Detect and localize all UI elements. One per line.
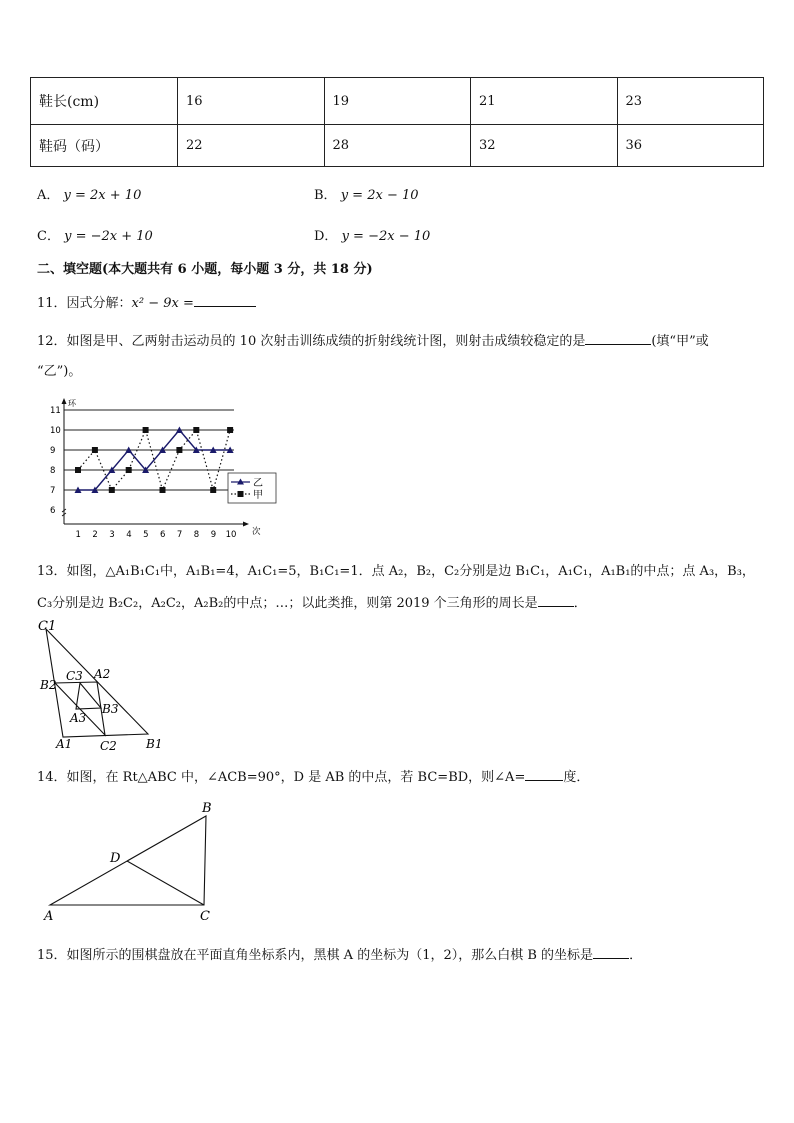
question-11: [37, 292, 256, 311]
y-tick-label: 6: [50, 506, 56, 516]
table-cell: 32: [471, 125, 618, 167]
right-triangle-figure: [38, 796, 228, 926]
triangle-abc: [50, 816, 206, 905]
label-c2: C2: [100, 739, 117, 753]
answer-blank: [194, 294, 256, 307]
x-tick-label: 8: [193, 530, 200, 540]
y-tick-label: 8: [50, 466, 56, 476]
y-tick-label: 11: [50, 406, 61, 416]
y-tick-label: 9: [50, 446, 56, 456]
q15-tail: ．: [629, 948, 643, 963]
table-cell: 22: [178, 125, 325, 167]
q11-text: 11．因式分解：: [37, 296, 132, 311]
label-c1: C1: [38, 619, 57, 634]
x-tick-label: 7: [176, 530, 183, 540]
table-row: [31, 78, 764, 125]
option-c: [37, 225, 153, 244]
series-line-yi: [78, 430, 230, 490]
answer-blank: [585, 332, 651, 345]
table-row-header: 鞋码（码）: [31, 125, 178, 167]
option-c-expr: y = −2x + 10: [64, 229, 153, 244]
table-cell: 36: [617, 125, 764, 167]
x-axis-label: 次: [252, 527, 261, 537]
x-tick-label: 9: [210, 530, 217, 540]
data-point-jia: [92, 447, 98, 453]
x-tick-label: 10: [225, 530, 237, 540]
data-point-jia: [176, 447, 182, 453]
section-title: 二、填空题(本大题共有 6 小题，每小题 3 分，共 18 分): [37, 262, 373, 277]
legend-label-jia: 甲: [253, 490, 263, 501]
q12-line2: “乙”)。: [37, 364, 82, 379]
q12-line1-tail: (填“甲”或: [651, 334, 709, 349]
option-b: [314, 184, 419, 203]
chart-series: [75, 427, 234, 494]
option-b-prefix: B．: [314, 188, 337, 203]
data-point-jia: [75, 467, 81, 473]
x-tick-label: 5: [143, 530, 149, 540]
option-d: [314, 225, 430, 244]
option-a: [37, 184, 141, 203]
q13-line2: C₃分别是边 B₂C₂，A₂C₂，A₂B₂的中点；…；以此类推，则第 2019 个三角形的周长是: [37, 596, 538, 611]
y-tick-label: 10: [50, 426, 61, 436]
legend-square-icon: [238, 491, 244, 497]
x-tick-label: 6: [160, 530, 166, 540]
label-b: B: [202, 801, 212, 816]
chart-labels: [50, 399, 261, 540]
label-b1: B1: [146, 737, 163, 751]
shoe-size-table: [30, 77, 764, 167]
data-point-jia: [193, 427, 199, 433]
data-point-jia: [227, 427, 233, 433]
data-point-jia: [210, 487, 216, 493]
option-b-expr: y = 2x − 10: [340, 188, 419, 203]
label-b3: B3: [102, 702, 119, 716]
table-cell: 23: [617, 78, 764, 125]
label-c3: C3: [66, 669, 83, 683]
y-tick-label: 7: [50, 486, 56, 496]
q12-line1: 12．如图是甲、乙两射击运动员的 10 次射击训练成绩的折射线统计图，则射击成绩较稳定的是: [37, 334, 586, 349]
label-a: A: [44, 909, 54, 924]
label-a1: A1: [56, 737, 73, 751]
question-13: [37, 592, 587, 611]
q14-tail: 度．: [563, 770, 590, 785]
table-row: [31, 125, 764, 167]
y-axis-arrow-icon: [62, 398, 67, 404]
option-d-prefix: D．: [314, 229, 338, 244]
table-cell: 21: [471, 78, 618, 125]
x-tick-label: 2: [92, 530, 98, 540]
segment-dc: [127, 861, 204, 905]
data-point-jia: [160, 487, 166, 493]
q13-line2-tail: ．: [573, 596, 587, 611]
option-a-prefix: A．: [37, 188, 60, 203]
x-tick-label: 3: [109, 530, 115, 540]
q14-text: 14．如图，在 Rt△ABC 中，∠ACB=90°，D 是 AB 的中点，若 BC=BD，则∠A=: [37, 770, 526, 785]
data-point-jia: [143, 427, 149, 433]
option-c-prefix: C．: [37, 229, 60, 244]
x-tick-label: 4: [126, 530, 132, 540]
label-c: C: [200, 909, 210, 924]
table-cell: 16: [178, 78, 325, 125]
table-cell: 19: [324, 78, 471, 125]
table-row-header: 鞋长(cm): [31, 78, 178, 125]
chart-legend: [228, 473, 276, 503]
answer-blank: [525, 768, 563, 781]
question-14: [37, 766, 589, 785]
label-d: D: [110, 851, 121, 866]
nested-triangles-figure: [34, 616, 174, 756]
question-15: [37, 944, 642, 963]
answer-blank: [593, 946, 629, 959]
label-a2: A2: [94, 667, 111, 681]
q11-expr: x² − 9x =: [131, 296, 194, 311]
x-axis-arrow-icon: [243, 522, 249, 527]
q13-line1: 13．如图，△A₁B₁C₁中，A₁B₁=4，A₁C₁=5，B₁C₁=1．点 A₂，B₂，C₂分别是边 B₁C₁，A₁C₁，A₁B₁的中点；点 A₃，B₃，: [37, 564, 755, 579]
legend-label-yi: 乙: [253, 478, 263, 489]
x-tick-label: 1: [75, 530, 81, 540]
q15-text: 15．如图所示的围棋盘放在平面直角坐标系内，黑棋 A 的坐标为（1，2），那么白棋 B 的坐标是: [37, 948, 594, 963]
data-point-jia: [126, 467, 132, 473]
option-a-expr: y = 2x + 10: [63, 188, 142, 203]
answer-blank: [538, 594, 574, 607]
y-axis-label: 环: [68, 399, 76, 408]
table-cell: 28: [324, 125, 471, 167]
label-b2: B2: [40, 678, 57, 692]
option-d-expr: y = −2x − 10: [341, 229, 431, 244]
line-chart: [44, 396, 284, 540]
data-point-jia: [109, 487, 115, 493]
label-a3: A3: [70, 711, 87, 725]
question-12: [37, 330, 709, 349]
